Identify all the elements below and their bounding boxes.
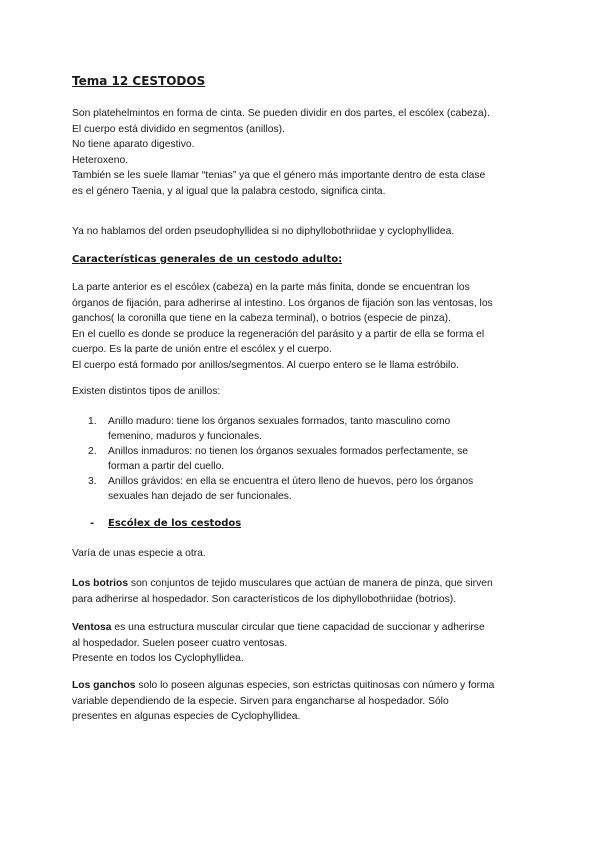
- varies-line: Varía de unas especie a otra.: [72, 548, 206, 559]
- ganchos-line: variable dependiendo de la especie. Sirven para engancharse al hospedador. Sólo: [72, 695, 449, 707]
- varies-paragraph: [72, 546, 542, 562]
- list-item-line: sexuales han dejado de ser funcionales.: [108, 491, 292, 502]
- ganchos-paragraph: [72, 678, 542, 725]
- list-item-line: Anillos grávidos: en ella se encuentra el útero lleno de huevos, pero los órganos: [108, 476, 474, 487]
- characteristics-line: cuerpo. Es la parte de unión entre el escólex y el cuerpo.: [72, 344, 332, 355]
- rings-intro-text: Existen distintos tipos de anillos:: [72, 386, 221, 397]
- botrios-paragraph: [72, 576, 542, 607]
- section-heading-scolex: [90, 518, 241, 529]
- characteristics-paragraph: [72, 280, 542, 373]
- ventosa-paragraph: [72, 620, 542, 667]
- ventosa-line: Presente en todos los Cyclophyllidea.: [72, 653, 244, 664]
- list-item: [88, 444, 518, 474]
- botrios-text: son conjuntos de tejido musculares que actúan de manera de pinza, que sirven: [128, 578, 493, 589]
- ganchos-term: Los ganchos: [72, 680, 136, 691]
- rings-list: [88, 414, 518, 504]
- characteristics-line: El cuerpo está formado por anillos/segmentos. Al cuerpo entero se le llama estróbilo.: [72, 359, 459, 371]
- characteristics-line: órganos de fijación, para adherirse al intestino. Los órganos de fijación son las ventosas, los: [72, 297, 493, 309]
- list-item: [88, 474, 518, 504]
- list-item-line: femenino, maduros y funcionales.: [108, 431, 262, 442]
- list-number: 1.: [88, 416, 97, 427]
- list-number: 3.: [88, 476, 97, 487]
- list-item-line: forman a partir del cuello.: [108, 461, 225, 472]
- intro-line: Son platehelmintos en forma de cinta. Se pueden dividir en dos partes, el escólex (cabeza).: [72, 108, 490, 119]
- ventosa-text: es una estructura muscular circular que tiene capacidad de succionar y adherirse: [111, 622, 485, 633]
- botrios-term: Los botrios: [72, 578, 129, 589]
- list-item: [88, 414, 518, 444]
- ganchos-line: presentes en algunas especies de Cyclophyllidea.: [72, 711, 301, 722]
- orders-paragraph: [72, 224, 542, 240]
- list-number: 2.: [88, 446, 97, 457]
- list-item-line: Anillo maduro: tiene los órganos sexuales formados, tanto masculino como: [108, 416, 451, 427]
- intro-line: El cuerpo está dividido en segmentos (anillos).: [72, 123, 285, 135]
- intro-line: Heteroxeno.: [72, 154, 129, 166]
- page-title: Tema 12 CESTODOS: [72, 74, 206, 88]
- characteristics-line: ganchos( la coronilla que tiene en la cabeza terminal), o botrios (especie de pinza).: [72, 313, 451, 324]
- bullet-dash: -: [90, 518, 95, 529]
- scolex-heading-text: Escólex de los cestodos: [108, 518, 242, 529]
- botrios-line: para adherirse al hospedador. Son característicos de los diphyllobothriidae (botrios).: [72, 593, 457, 605]
- rings-intro: [72, 384, 542, 400]
- intro-line: No tiene aparato digestivo.: [72, 139, 195, 150]
- section-heading-characteristics: Características generales de un cestodo adulto:: [72, 254, 343, 265]
- list-item-line: Anillos inmaduros: no tienen los órganos sexuales formados perfectamente, se: [108, 446, 469, 457]
- characteristics-line: La parte anterior es el escólex (cabeza) en la parte más finita, donde se encuentran los: [72, 282, 470, 293]
- ganchos-text: solo lo poseen algunas especies, son estrictas quitinosas con número y forma: [135, 680, 495, 691]
- intro-line: es el género Taenia, y al igual que la palabra cestodo, significa cinta.: [72, 185, 386, 197]
- ventosa-term: Ventosa: [72, 622, 112, 633]
- intro-line: También se les suele llamar “tenias” ya que el género más importante dentro de esta clase: [72, 170, 486, 181]
- orders-line: Ya no hablamos del orden pseudophyllidea si no diphyllobothriidae y cyclophyllidea.: [72, 226, 455, 237]
- ventosa-line: al hospedador. Suelen poseer cuatro ventosas.: [72, 637, 288, 649]
- intro-paragraph: [72, 106, 542, 199]
- characteristics-line: En el cuello es donde se produce la regeneración del parásito y a partir de ella se forma el: [72, 328, 485, 340]
